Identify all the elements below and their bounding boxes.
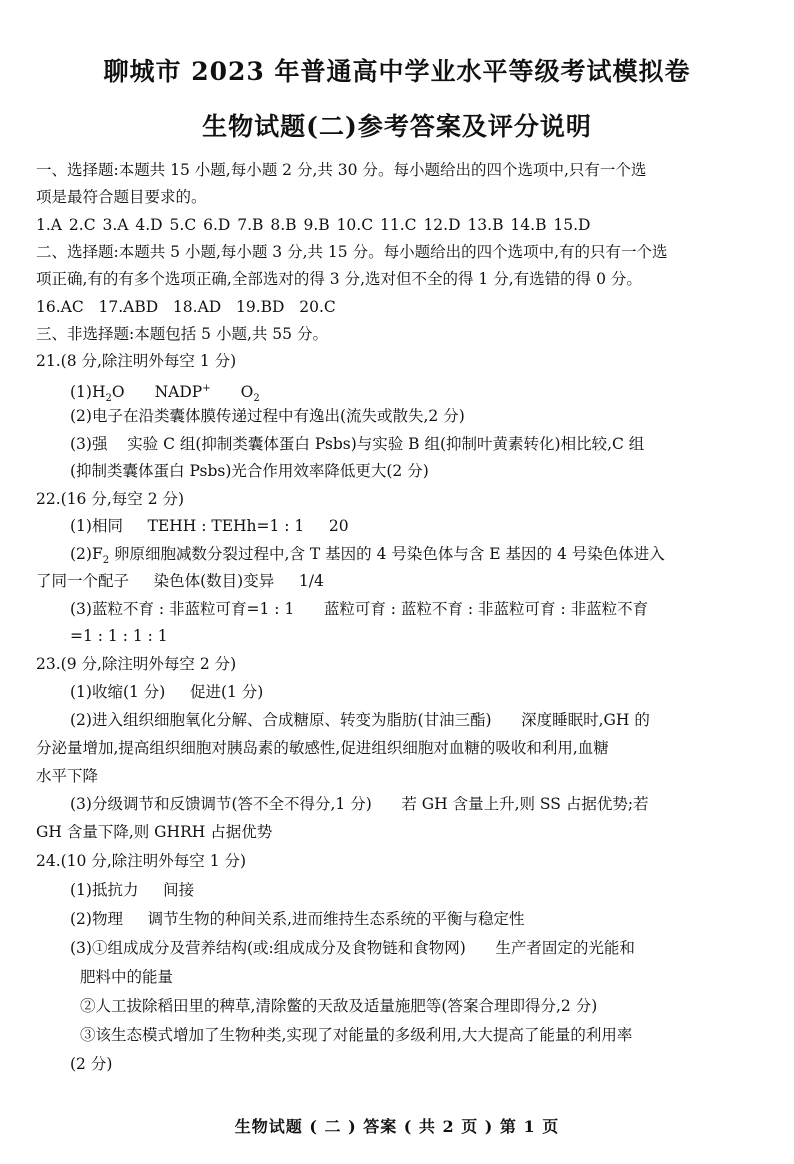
q23-part2-line1: (2)进入组织细胞氧化分解、合成糖原、转变为脂肪(甘油三酯) 深度睡眠时,GH 的 [70, 711, 650, 729]
q21-part1-number: (1) [70, 383, 92, 402]
section1-heading-line2: 项是最符合题目要求的。 [36, 188, 207, 206]
q24-part3-line2: 肥料中的能量 [80, 968, 174, 986]
q22-part1: (1)相同 TEHH : TEHh=1 : 1 20 [70, 517, 349, 535]
q22-header: 22.(16 分,每空 2 分) [36, 490, 185, 508]
q22-part3-line1: (3)蓝粒不育 : 非蓝粒可育=1 : 1 蓝粒可育 : 蓝粒不育 : 非蓝粒可育 : 非蓝粒不育 [70, 600, 649, 618]
q24-part3-line3: ②人工拔除稻田里的稗草,清除鳖的天敌及适量施肥等(答案合理即得分,2 分) [80, 997, 598, 1015]
section3-heading: 三、非选择题:本题包括 5 小题,共 55 分。 [36, 325, 328, 343]
q24-header: 24.(10 分,除注明外每空 1 分) [36, 852, 247, 870]
q21-answer-water: $H_2O$ [91, 383, 125, 405]
q22-part2-line2: 了同一个配子 染色体(数目)变异 1/4 [36, 572, 324, 590]
q23-header: 23.(9 分,除注明外每空 2 分) [36, 655, 237, 673]
q24-part2: (2)物理 调节生物的种间关系,进而维持生态系统的平衡与稳定性 [70, 910, 525, 928]
q21-part3-line1: (3)强 实验 C 组(抑制类囊体蛋白 Psbs)与实验 B 组(抑制叶黄素转化)相比较,C 组 [70, 435, 645, 453]
q24-part3-line4: ③该生态模式增加了生物种类,实现了对能量的多级利用,大大提高了能量的利用率 [80, 1026, 633, 1044]
q21-part3-line2: (抑制类囊体蛋白 Psbs)光合作用效率降低更大(2 分) [70, 462, 429, 480]
section2-heading-line2: 项正确,有的有多个选项正确,全部选对的得 3 分,选对但不全的得 1 分,有选错的得 0 分。 [36, 270, 642, 288]
page-subtitle: 生物试题(二)参考答案及评分说明 [202, 112, 592, 141]
q22-part2-line1: $(2)F_2$ 卵原细胞减数分裂过程中,含 T 基因的 4 号染色体与含 E 基因的 4 号染色体进入 [70, 545, 665, 567]
q22-part3-line2: =1 : 1 : 1 : 1 [70, 627, 168, 645]
page-footer: 生物试题 ( 二 ) 答案 ( 共 2 页 ) 第 1 页 [234, 1117, 560, 1136]
q21-part2: (2)电子在沿类囊体膜传递过程中有逸出(流失或散失,2 分) [70, 407, 465, 425]
q21-part1 [70, 379, 260, 409]
q24-part1: (1)抵抗力 间接 [70, 881, 195, 899]
q23-part3-line1: (3)分级调节和反馈调节(答不全不得分,1 分) 若 GH 含量上升,则 SS 占据优势;若 [70, 795, 649, 813]
q21-answer-oxygen: $O_2$ [240, 383, 260, 405]
q24-part3-line5: (2 分) [70, 1055, 113, 1073]
q23-part3-line2: GH 含量下降,则 GHRH 占据优势 [36, 823, 273, 841]
q21-answer-nadp: NADP+ [154, 383, 211, 402]
q24-part3-line1: (3)①组成成分及营养结构(或:组成成分及食物链和食物网) 生产者固定的光能和 [70, 939, 635, 957]
q23-part2-line3: 水平下降 [36, 767, 99, 785]
section1-answers: 1.A 2.C 3.A 4.D 5.C 6.D 7.B 8.B 9.B 10.C 11.C 12.D 13.B 14.B 15.D [36, 216, 591, 234]
q21-header: 21.(8 分,除注明外每空 1 分) [36, 352, 237, 370]
page-title: 聊城市 2023 年普通高中学业水平等级考试模拟卷 [103, 57, 691, 86]
section2-answers: 16.AC 17.ABD 18.AD 19.BD 20.C [36, 298, 336, 316]
q23-part2-line2: 分泌量增加,提高组织细胞对胰岛素的敏感性,促进组织细胞对血糖的吸收和利用,血糖 [36, 739, 609, 757]
q23-part1: (1)收缩(1 分) 促进(1 分) [70, 683, 264, 701]
section2-heading-line1: 二、选择题:本题共 5 小题,每小题 3 分,共 15 分。每小题给出的四个选项中,有的只有一个选 [36, 243, 668, 261]
section1-heading-line1: 一、选择题:本题共 15 小题,每小题 2 分,共 30 分。每小题给出的四个选项中,只有一个选 [36, 161, 647, 179]
